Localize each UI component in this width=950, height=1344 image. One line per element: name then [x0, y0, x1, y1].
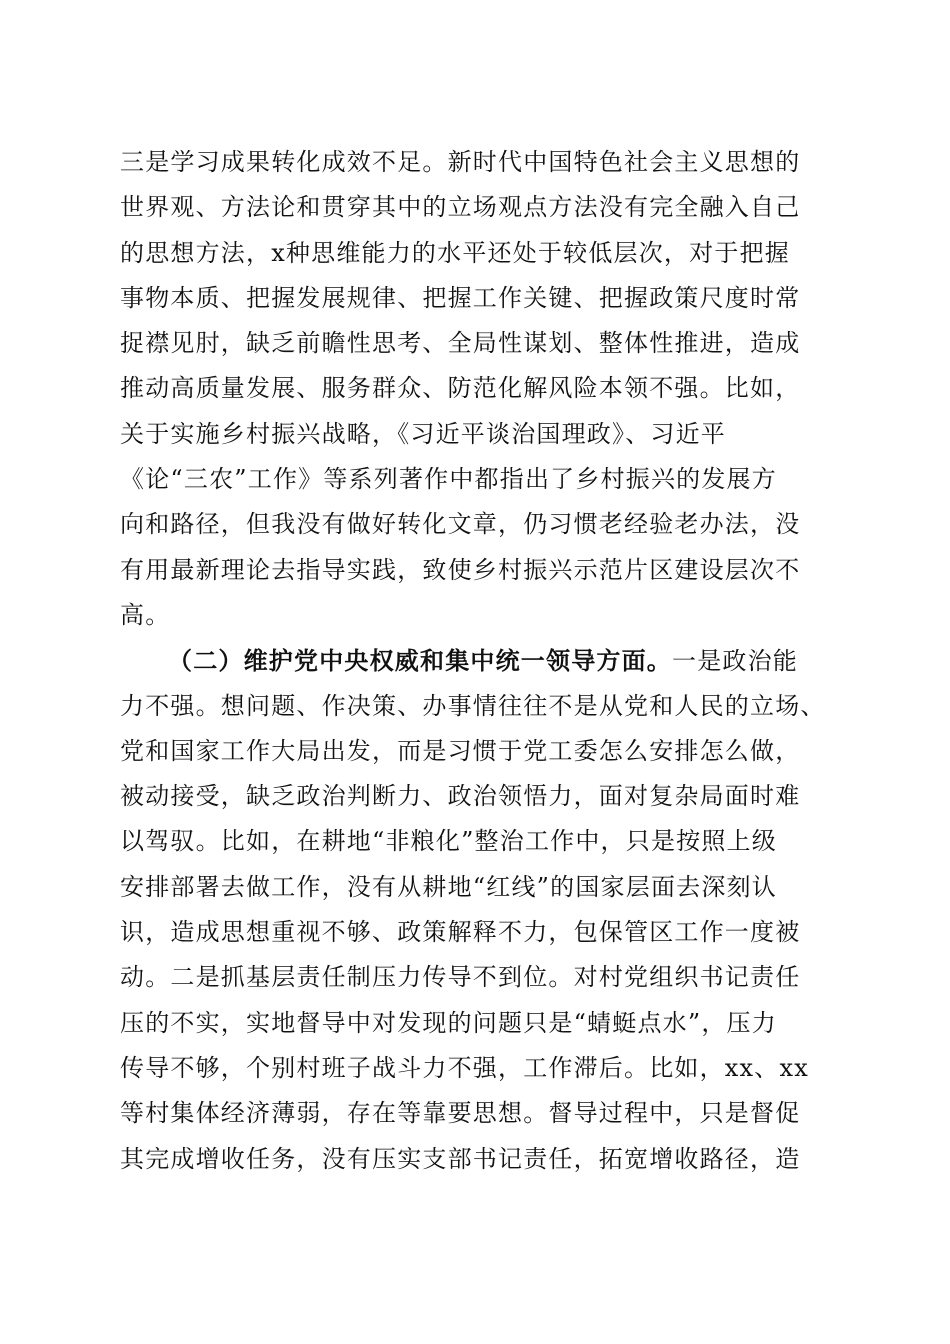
document-body: [120, 140, 830, 1182]
text-line: 向和路径，但我没有做好转化文章，仍习惯老经验老办法，没: [120, 510, 801, 539]
text-line: 压的不实，实地督导中对发现的问题只是“蜻蜓点水”，压力: [120, 1008, 777, 1037]
text-line: 等村集体经济薄弱，存在等靠要思想。督导过程中，只是督促: [120, 1099, 801, 1128]
text-line: 以驾驭。比如，在耕地“非粮化”整治工作中，只是按照上级: [120, 827, 777, 856]
section-heading: （二）维护党中央权威和集中统一领导方面。: [168, 646, 672, 676]
text-line: 关于实施乡村振兴战略，《习近平谈治国理政》、习近平: [120, 419, 726, 448]
section-first-line-text: 一是政治能: [672, 647, 798, 676]
text-line: 动。二是抓基层责任制压力传导不到位。对村党组织书记责任: [120, 963, 801, 992]
text-line: 识，造成思想重视不够、政策解释不力，包保管区工作一度被: [120, 918, 801, 947]
text-line: 的思想方法，x种思维能力的水平还处于较低层次，对于把握: [120, 238, 790, 267]
text-line: 力不强。想问题、作决策、办事情往往不是从党和人民的立场、: [120, 691, 826, 720]
text-line: 《论“三农”工作》等系列著作中都指出了乡村振兴的发展方: [120, 465, 777, 494]
text-line: 推动高质量发展、服务群众、防范化解风险本领不强。比如，: [120, 374, 801, 403]
text-line: 传导不够，个别村班子战斗力不强，工作滞后。比如，xx、xx: [120, 1053, 809, 1082]
text-line: 世界观、方法论和贯穿其中的立场观点方法没有完全融入自己: [120, 193, 801, 222]
text-line: 捉襟见肘，缺乏前瞻性思考、全局性谋划、整体性推进，造成: [120, 329, 801, 358]
text-line: 被动接受，缺乏政治判断力、政治领悟力，面对复杂局面时难: [120, 782, 801, 811]
text-line: 事物本质、把握发展规律、把握工作关键、把握政策尺度时常: [120, 283, 801, 312]
text-line: 高。: [120, 600, 171, 629]
text-line: 三是学习成果转化成效不足。新时代中国特色社会主义思想的: [120, 148, 801, 176]
section-first-line: [120, 638, 830, 683]
text-line: 安排部署去做工作，没有从耕地“红线”的国家层面去深刻认: [120, 872, 777, 901]
text-line: 其完成增收任务，没有压实支部书记责任，拓宽增收路径，造: [120, 1144, 801, 1173]
text-line: 党和国家工作大局出发，而是习惯于党工委怎么安排怎么做，: [120, 736, 801, 765]
text-line: 有用最新理论去指导实践，致使乡村振兴示范片区建设层次不: [120, 555, 801, 584]
